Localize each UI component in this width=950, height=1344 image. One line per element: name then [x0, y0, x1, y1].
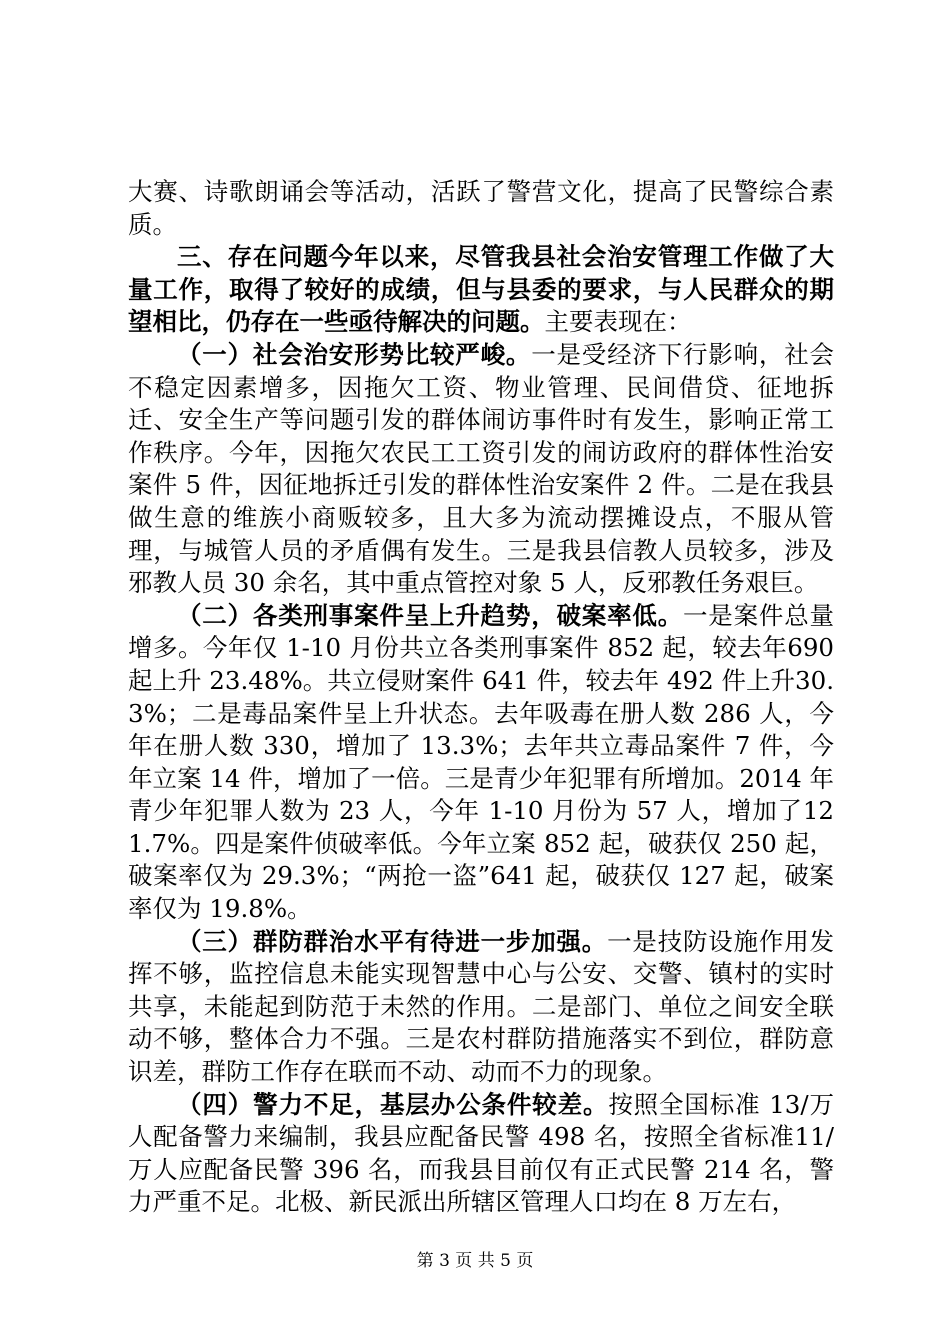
paragraph-problem-3 — [128, 926, 834, 1089]
page-number-label: 第 3 页 共 5 页 — [416, 1251, 534, 1271]
problem-3-heading: （三）群防群治水平有待进一步加强。 — [177, 926, 608, 956]
paragraph-problem-1 — [128, 339, 834, 600]
document-body — [128, 176, 834, 1219]
problem-4-heading: （四）警力不足，基层办公条件较差。 — [177, 1089, 609, 1119]
paragraph-problem-4 — [128, 1089, 834, 1219]
paragraph-section-3-problems — [128, 241, 834, 339]
problem-2-heading: （二）各类刑事案件呈上升趋势，破案率低。 — [177, 600, 683, 630]
problem-3-text: 一是技防设施作用发挥不够，监控信息未能实现智慧中心与公安、交警、镇村的实时共享，未能起到防范于未然的作用。二是部门、单位之间安全联动不够，整体合力不强。三是农村群防措施落实不到位，群防意识差，群防工作存在联而不动、动而不力的现象。 — [128, 926, 835, 1087]
problem-2-text: 一是案件总量增多。今年仅 1-10 月份共立各类刑事案件 852 起，较去年690 起上升 23.48%。共立侵财案件 641 件，较去年 492 件上升30.3%；二是毒品案件呈上升状态。去年吸毒在册人数 286 人，今年在册人数 330，增加了 13.3%；去年共立毒品案件 7 件，今年立案 14 件，增加了一倍。三是青少年犯罪有所增加。2014 年青少年犯罪人数为 23 人，今年 1-10 月份为 57 人，增加了121.7%。四是案件侦破率低。今年立案 852 起，破获仅 250 起，破案率仅为 29.3%；“两抢一盗”641 起，破获仅 127 起，破案率仅为 19.8%。 — [128, 600, 834, 924]
section-3-heading: 三、存在问题今年以来，尽管我县社会治安管理工作做了大量工作，取得了较好的成绩，但与县委的要求，与人民群众的期望相比，仍存在一些亟待解决的问题。 — [128, 242, 834, 337]
page-footer — [0, 1246, 950, 1271]
problem-4-text: 按照全国标准 13/万人配备警力来编制，我县应配备民警 498 名，按照全省标准11/万人应配备民警 396 名，而我县目前仅有正式民警 214 名，警力严重不足。北极、新民派出所辖区管理人口均在 8 万左右， — [128, 1089, 834, 1217]
problem-1-text: 一是受经济下行影响，社会不稳定因素增多，因拖欠工资、物业管理、民间借贷、征地拆迁、安全生产等问题引发的群体闹访事件时有发生，影响正常工作秩序。今年，因拖欠农民工工资引发的闹访政府的群体性治安案件 5 件，因征地拆迁引发的群体性治安案件 2 件。二是在我县做生意的维族小商贩较多，且大多为流动摆摊设点，不服从管理，与城管人员的矛盾偶有发生。三是我县信教人员较多，涉及邪教人员 30 余名，其中重点管控对象 5 人，反邪教任务艰巨。 — [128, 339, 835, 598]
section-3-text: 主要表现在： — [544, 307, 692, 337]
paragraph-0-text: 大赛、诗歌朗诵会等活动，活跃了警营文化，提高了民警综合素质。 — [128, 177, 834, 239]
paragraph-problem-2 — [128, 600, 834, 926]
problem-1-heading: （一）社会治安形势比较严峻。 — [177, 339, 532, 369]
paragraph-0 — [128, 176, 834, 241]
